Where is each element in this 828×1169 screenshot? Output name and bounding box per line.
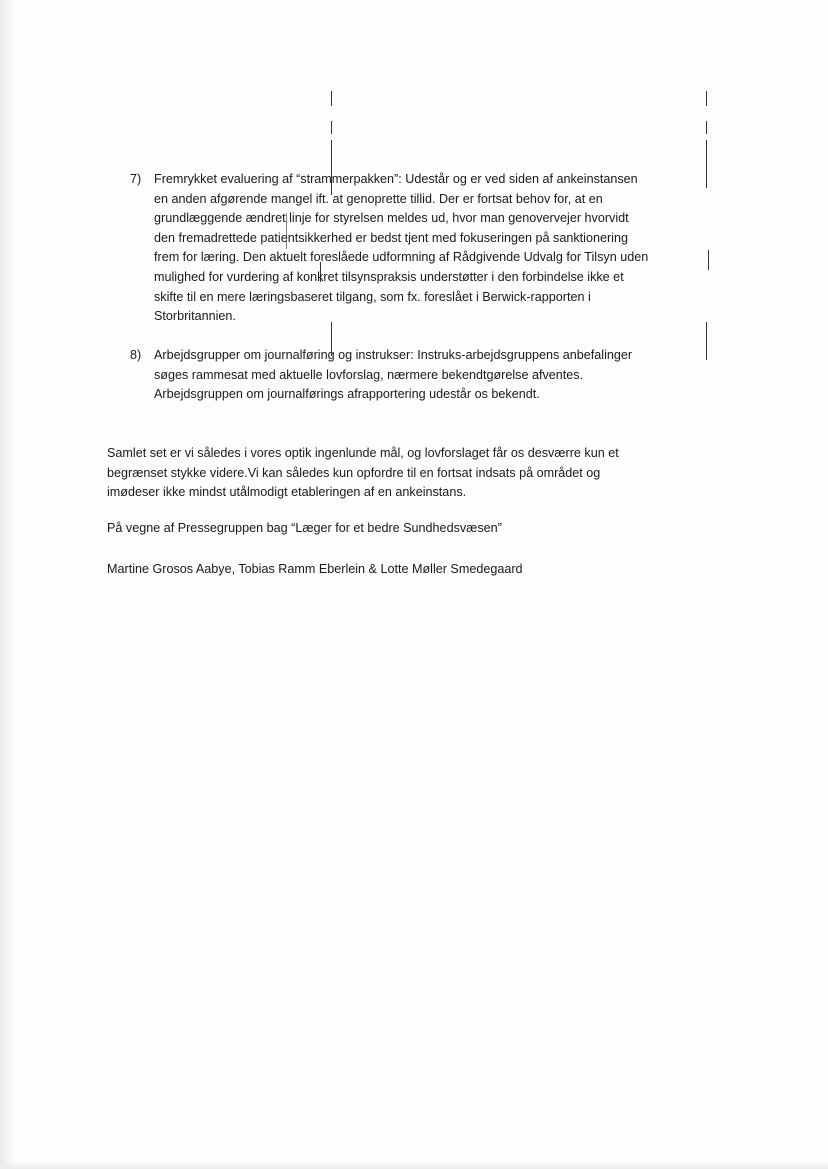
signatories-text: Martine Grosos Aabye, Tobias Ramm Eberlein & Lotte Møller Smedegaard	[107, 562, 523, 576]
conclusion-paragraph	[107, 444, 717, 503]
list-item-text-line: Fremrykket evaluering af “strammerpakken”: Udestår og er ved siden af ankeinstansen	[154, 172, 638, 186]
list-item-text-line: Arbejdsgrupper om journalføring og instrukser: Instruks-arbejdsgruppens anbefalinger	[154, 348, 633, 362]
list-number: 7)	[130, 172, 142, 186]
revision-mark	[706, 91, 707, 106]
scan-shadow-bottom	[0, 1161, 828, 1169]
paragraph-line: Samlet set er vi således i vores optik ingenlunde mål, og lovforslaget får os desværre kun et	[107, 446, 619, 460]
revision-mark	[331, 121, 332, 134]
on-behalf-line	[107, 519, 717, 539]
scan-shadow-left	[0, 0, 14, 1169]
list-item-text-line: grundlæggende ændret linje for styrelsen meldes ud, hvor man genovervejer hvorvidt	[154, 211, 629, 226]
paragraph-line: imødeser ikke mindst utålmodigt etableringen af en ankeinstans.	[107, 485, 467, 500]
signatories	[107, 560, 717, 580]
revision-mark	[708, 250, 709, 270]
list-item-text-line: mulighed for vurdering af konkret tilsynspraksis understøtter i den forbindelse ikke et	[154, 270, 624, 284]
list-item-text-line: frem for læring. Den aktuelt foreslåede udformning af Rådgivende Udvalg for Tilsyn uden	[154, 250, 649, 265]
revision-mark	[706, 140, 707, 188]
list-item-text-line: en anden afgørende mangel ift. at genoprette tillid. Der er fortsat behov for, at en	[154, 191, 603, 206]
revision-mark	[331, 91, 332, 106]
list-item-text-line: skifte til en mere læringsbaseret tilgang, som fx. foreslået i Berwick-rapporten i	[154, 289, 591, 304]
revision-mark	[706, 322, 707, 360]
paragraph-line: begrænset stykke videre.Vi kan således kun opfordre til en fortsat indsats på området og	[107, 465, 601, 480]
list-item-text-line: den fremadrettede patientsikkerhed er bedst tjent med fokuseringen på sanktionering	[154, 230, 628, 245]
list-item-text-line: Storbritannien.	[154, 309, 236, 324]
list-item-text-line: Arbejdsgruppen om journalførings afrapportering udestår os bekendt.	[154, 387, 540, 402]
list-item-text-line: søges rammesat med aktuelle lovforslag, nærmere bekendtgørelse afventes.	[154, 367, 584, 382]
revision-mark	[706, 121, 707, 134]
list-number: 8)	[130, 348, 142, 362]
on-behalf-text: På vegne af Pressegruppen bag “Læger for et bedre Sundhedsvæsen”	[107, 521, 502, 535]
